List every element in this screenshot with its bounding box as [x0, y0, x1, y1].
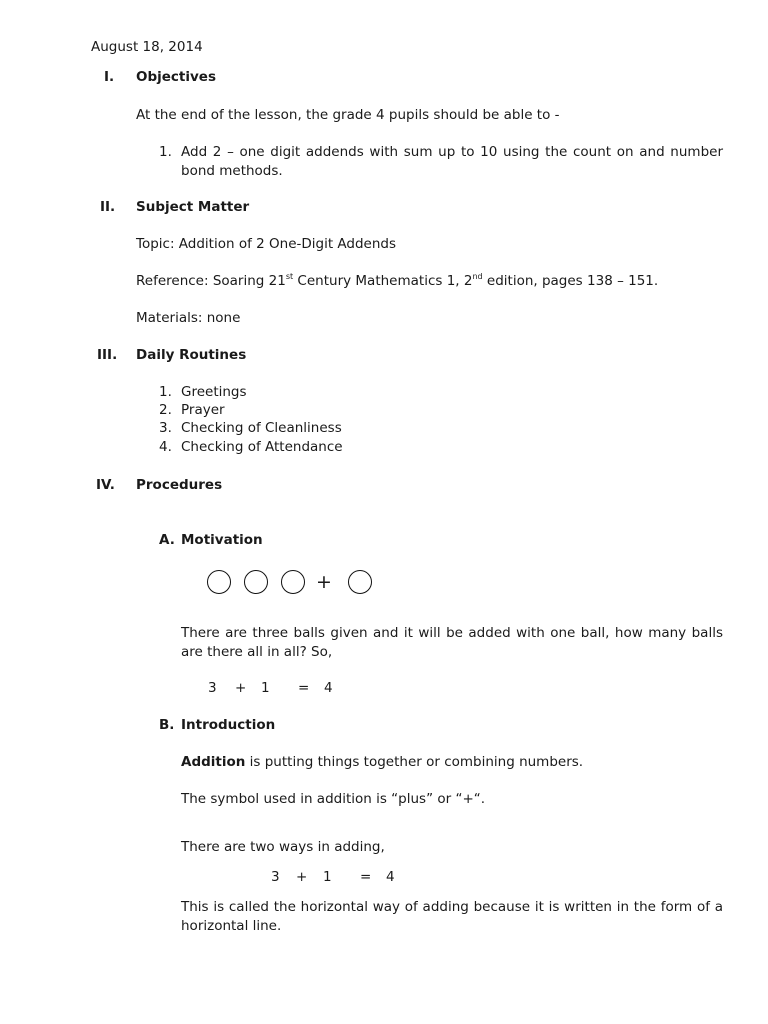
reference-line: [136, 272, 658, 290]
plus-sign: +: [316, 571, 332, 593]
addition-term: Addition: [181, 754, 246, 770]
equation-operand-a: 3: [208, 680, 217, 696]
materials-line: Materials: none: [136, 310, 241, 326]
motivation-text: There are three balls given and it will be added with one ball, how many balls are there all in all? So,: [181, 625, 723, 660]
objective-item-number: 1.: [159, 144, 172, 160]
subsection-title-introduction: Introduction: [181, 717, 276, 733]
equation-operand-b: 1: [323, 869, 332, 885]
routine-item: Checking of Attendance: [181, 439, 343, 455]
subsection-letter-introduction: B.: [159, 717, 175, 733]
horizontal-text: This is called the horizontal way of adding because it is written in the form of a horizontal line.: [181, 899, 723, 934]
ball-circle: [281, 570, 305, 594]
section-numeral-objectives: I.: [104, 69, 115, 85]
equation-plus: +: [296, 869, 308, 885]
date: August 18, 2014: [91, 39, 203, 55]
equation-result: 4: [386, 869, 395, 885]
addition-definition: [181, 753, 583, 771]
objective-item-text: Add 2 – one digit addends with sum up to 10 using the count on and number bond methods.: [181, 144, 723, 179]
section-numeral-procedures: IV.: [96, 477, 115, 493]
equation-plus: +: [235, 680, 247, 696]
subsection-letter-motivation: A.: [159, 532, 175, 548]
ball-circle: [207, 570, 231, 594]
section-title-routines: Daily Routines: [136, 347, 247, 363]
section-numeral-subject-matter: II.: [100, 199, 116, 215]
ball-circle: [348, 570, 372, 594]
reference-text-3: edition, pages 138 – 151.: [482, 273, 659, 289]
section-title-subject-matter: Subject Matter: [136, 199, 250, 215]
equation-operand-a: 3: [271, 869, 280, 885]
objectives-intro: At the end of the lesson, the grade 4 pupils should be able to -: [136, 107, 560, 123]
routine-number: 3.: [159, 420, 172, 436]
symbol-line: The symbol used in addition is “plus” or “+“.: [181, 791, 486, 807]
routine-item: Greetings: [181, 384, 247, 400]
reference-sup-2: nd: [472, 272, 483, 281]
routine-item: Checking of Cleanliness: [181, 420, 342, 436]
section-numeral-routines: III.: [97, 347, 118, 363]
section-title-procedures: Procedures: [136, 477, 223, 493]
equation-equals: =: [360, 869, 372, 885]
routine-item: Prayer: [181, 402, 225, 418]
equation-operand-b: 1: [261, 680, 270, 696]
reference-text-2: Century Mathematics 1, 2: [293, 273, 473, 289]
routine-number: 4.: [159, 439, 172, 455]
ways-line: There are two ways in adding,: [181, 839, 385, 855]
section-title-objectives: Objectives: [136, 69, 216, 85]
reference-text-1: Reference: Soaring 21: [136, 273, 286, 289]
equation-result: 4: [324, 680, 333, 696]
routine-number: 1.: [159, 384, 172, 400]
ball-circle: [244, 570, 268, 594]
topic-line: Topic: Addition of 2 One-Digit Addends: [136, 236, 397, 252]
subsection-title-motivation: Motivation: [181, 532, 263, 548]
addition-definition-rest: is putting things together or combining numbers.: [245, 754, 584, 770]
routine-number: 2.: [159, 402, 172, 418]
equation-equals: =: [298, 680, 310, 696]
reference-sup-1: st: [285, 272, 294, 281]
